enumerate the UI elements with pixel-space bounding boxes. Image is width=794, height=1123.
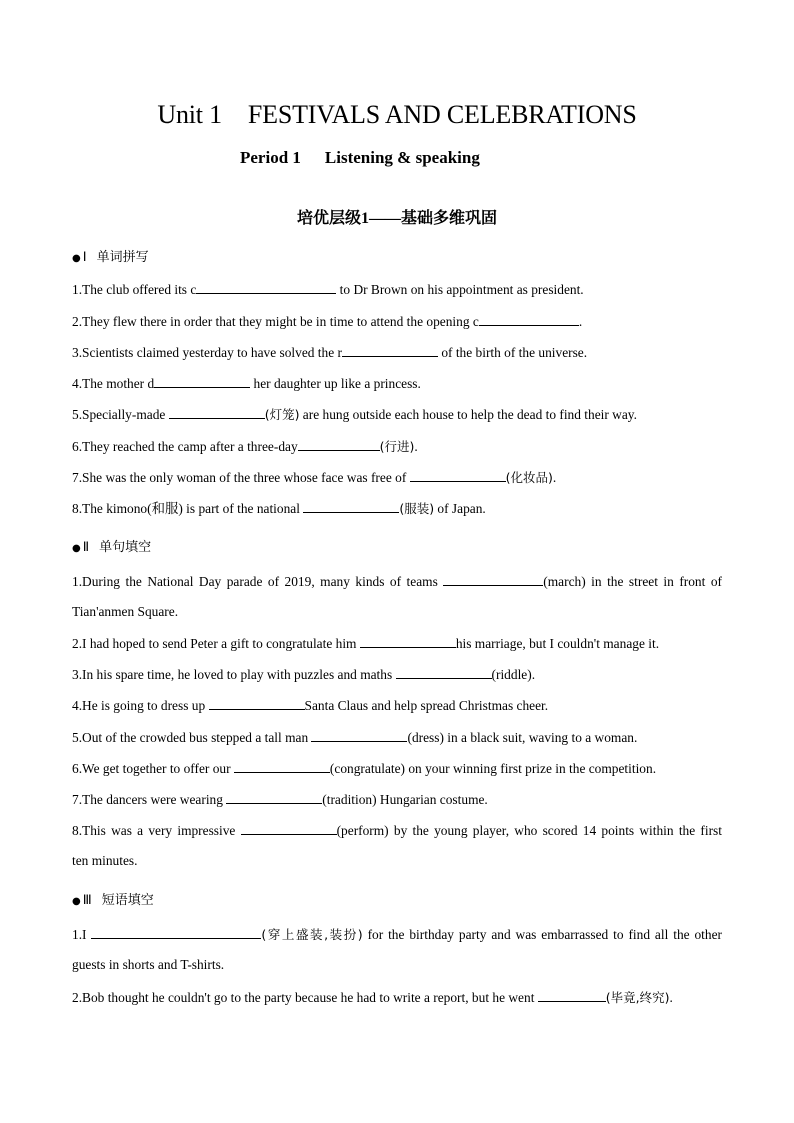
question-3-1: 1.I (穿上盛装,装扮) for the birthday party and was embarrassed to find all the other bbox=[72, 927, 723, 942]
period-topic: Listening & speaking bbox=[324, 148, 480, 167]
answer-blank[interactable] bbox=[410, 469, 506, 482]
unit-label: Unit 1 bbox=[157, 100, 222, 129]
question-2-7: 7.The dancers were wearing (tradition) Hungarian costume. bbox=[72, 792, 488, 807]
question-2-8-cont: ten minutes. bbox=[72, 853, 138, 868]
level-heading: 培优层级1——基础多维巩固 bbox=[296, 210, 497, 227]
question-2-8: 8.This was a very impressive (perform) by the young player, who scored 14 points within the first bbox=[72, 823, 722, 838]
answer-blank[interactable] bbox=[154, 375, 250, 388]
answer-blank[interactable] bbox=[396, 666, 492, 679]
answer-blank[interactable] bbox=[443, 573, 543, 586]
section-heading-3: ● Ⅲ 短语填空 bbox=[72, 892, 154, 908]
period-heading bbox=[240, 148, 480, 168]
answer-blank[interactable] bbox=[226, 791, 322, 804]
answer-blank[interactable] bbox=[360, 635, 456, 648]
question-2-6: 6.We get together to offer our (congratulate) on your winning first prize in the competition. bbox=[72, 761, 657, 776]
bullet-icon: ● bbox=[72, 896, 81, 907]
bullet-icon: ● bbox=[72, 253, 81, 264]
question-2-3: 3.In his spare time, he loved to play with puzzles and maths (riddle). bbox=[72, 667, 536, 682]
bullet-icon: ● bbox=[72, 543, 81, 554]
question-1-6: 6.They reached the camp after a three-day (行进). bbox=[72, 439, 418, 454]
answer-blank[interactable] bbox=[241, 822, 337, 835]
question-1-5: 5.Specially-made (灯笼) are hung outside each house to help the dead to find their way. bbox=[72, 407, 637, 422]
question-2-2: 2.I had hoped to send Peter a gift to congratulate him his marriage, but I couldn't manage it. bbox=[72, 636, 660, 651]
section-heading-1: ● Ⅰ 单词拼写 bbox=[72, 249, 149, 265]
period-label: Period 1 bbox=[240, 148, 301, 167]
question-3-1-cont: guests in shorts and T-shirts. bbox=[72, 957, 225, 972]
question-1-8: 8.The kimono(和服) is part of the national (服装) of Japan. bbox=[72, 501, 486, 516]
page-title bbox=[0, 100, 794, 130]
answer-blank[interactable] bbox=[169, 406, 265, 419]
answer-blank[interactable] bbox=[342, 344, 438, 357]
question-2-5: 5.Out of the crowded bus stepped a tall man (dress) in a black suit, waving to a woman. bbox=[72, 730, 638, 745]
question-1-7: 7.She was the only woman of the three whose face was free of (化妆品). bbox=[72, 470, 557, 485]
question-1-4: 4.The mother d her daughter up like a princess. bbox=[72, 376, 421, 391]
answer-blank[interactable] bbox=[538, 989, 606, 1002]
section-heading-2: ● Ⅱ 单句填空 bbox=[72, 539, 152, 555]
unit-name: FESTIVALS AND CELEBRATIONS bbox=[247, 100, 637, 129]
answer-blank[interactable] bbox=[196, 281, 336, 294]
answer-blank[interactable] bbox=[91, 926, 261, 939]
answer-blank[interactable] bbox=[209, 697, 305, 710]
answer-blank[interactable] bbox=[298, 438, 380, 451]
answer-blank[interactable] bbox=[311, 729, 407, 742]
question-1-1: 1.The club offered its c to Dr Brown on his appointment as president. bbox=[72, 282, 584, 297]
question-3-2: 2.Bob thought he couldn't go to the party because he had to write a report, but he went (毕竟,终究). bbox=[72, 990, 673, 1005]
question-2-4: 4.He is going to dress up Santa Claus and help spread Christmas cheer. bbox=[72, 698, 549, 713]
question-2-1: 1.During the National Day parade of 2019, many kinds of teams (march) in the street in front of bbox=[72, 574, 722, 589]
answer-blank[interactable] bbox=[234, 760, 330, 773]
question-1-2: 2.They flew there in order that they might be in time to attend the opening c . bbox=[72, 314, 583, 329]
question-2-1-cont: Tian'anmen Square. bbox=[72, 604, 179, 619]
answer-blank[interactable] bbox=[479, 313, 579, 326]
question-1-3: 3.Scientists claimed yesterday to have solved the r of the birth of the universe. bbox=[72, 345, 588, 360]
answer-blank[interactable] bbox=[303, 500, 399, 513]
